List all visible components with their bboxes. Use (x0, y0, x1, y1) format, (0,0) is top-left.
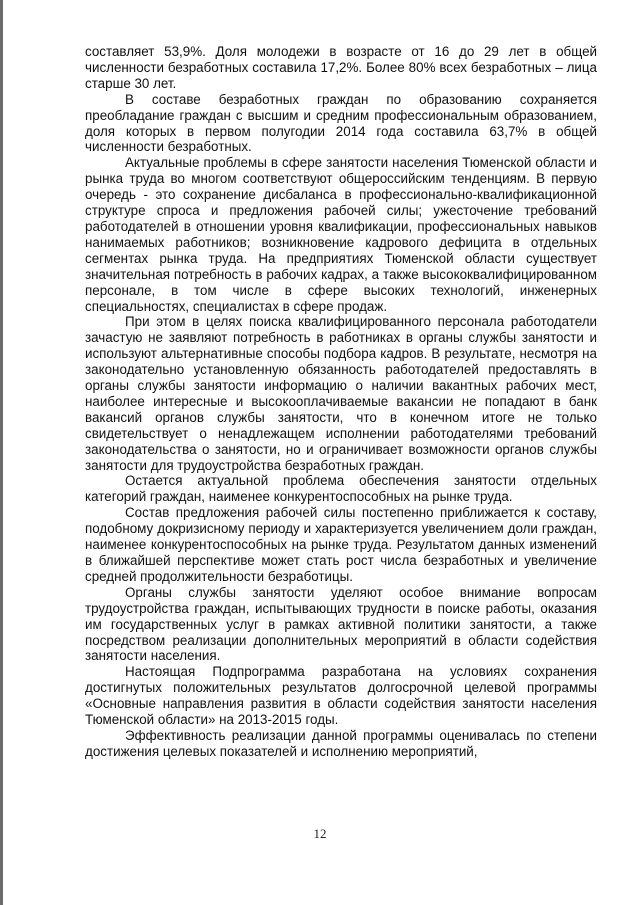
paragraph-3: Актуальные проблемы в сфере занятости населения Тюменской области и рынка труда во многом соответствуют общероссийским тенденциям. В первую очередь - это сохранение дисбаланса в профессионально-квалификационной структуре спроса и предложения рабочей силы; ужесточение требований работодателей в отношении уровня квалификации, профессиональных навыков нанимаемых работников; возникновение кадрового дефицита в отдельных сегментах рынка труда. На предприятиях Тюменской области существует значительная потребность в рабочих кадрах, а также высококвалифицированном персонале, в том числе в сфере высоких технологий, инженерных специальностях, специалистах в сфере продаж. (85, 155, 597, 314)
scan-edge (0, 0, 3, 905)
paragraph-9: Эффективность реализации данной программы оценивалась по степени достижения целевых показателей и исполнению мероприятий, (85, 727, 597, 759)
document-body (85, 44, 597, 760)
paragraph-5: Остается актуальной проблема обеспечения занятости отдельных категорий граждан, наименее конкурентоспособных на рынке труда. (85, 473, 597, 505)
paragraph-6: Состав предложения рабочей силы постепенно приближается к составу, подобному докризисному периоду и характеризуется увеличением доли граждан, наименее конкурентоспособных на рынке труда. Результатом данных изменений в ближайшей перспективе может стать рост числа безработных и увеличение средней продолжительности безработицы. (85, 505, 597, 584)
paragraph-7: Органы службы занятости уделяют особое внимание вопросам трудоустройства граждан, испытывающих трудности в поиске работы, оказания им государственных услуг в рамках активной политики занятости, а также посредством реализации дополнительных мероприятий в области содействия занятости населения. (85, 584, 597, 664)
paragraph-4: При этом в целях поиска квалифицированного персонала работодатели зачастую не заявляют потребность в работниках в органы службы занятости и используют альтернативные способы подбора кадров. В результате, несмотря на законодательно установленную обязанность работодателей предоставлять в органы службы занятости информацию о наличии вакантных рабочих мест, наиболее интересные и высокооплачиваемые вакансии не попадают в банк вакансий органов службы занятости, что в конечном итоге не только свидетельствует о ненадлежащем исполнении работодателями требований законодательства о занятости, но и ограничивает возможности органов службы занятости для трудоустройства безработных граждан. (85, 314, 597, 473)
page-number: 12 (313, 826, 327, 841)
paragraph-2: В составе безработных граждан по образованию сохраняется преобладание граждан с высшим и средним профессиональным образованием, доля которых в первом полугодии 2014 года составила 63,7% в общей численности безработных. (85, 91, 597, 155)
paragraph-8: Настоящая Подпрограмма разработана на условиях сохранения достигнутых положительных результатов долгосрочной целевой программы «Основные направления развития в области содействия занятости населения Тюменской области» на 2013-2015 годы. (85, 664, 597, 728)
paragraph-1: составляет 53,9%. Доля молодежи в возрасте от 16 до 29 лет в общей численности безработных составила 17,2%. Более 80% всех безработных – лица старше 30 лет. (85, 44, 597, 91)
